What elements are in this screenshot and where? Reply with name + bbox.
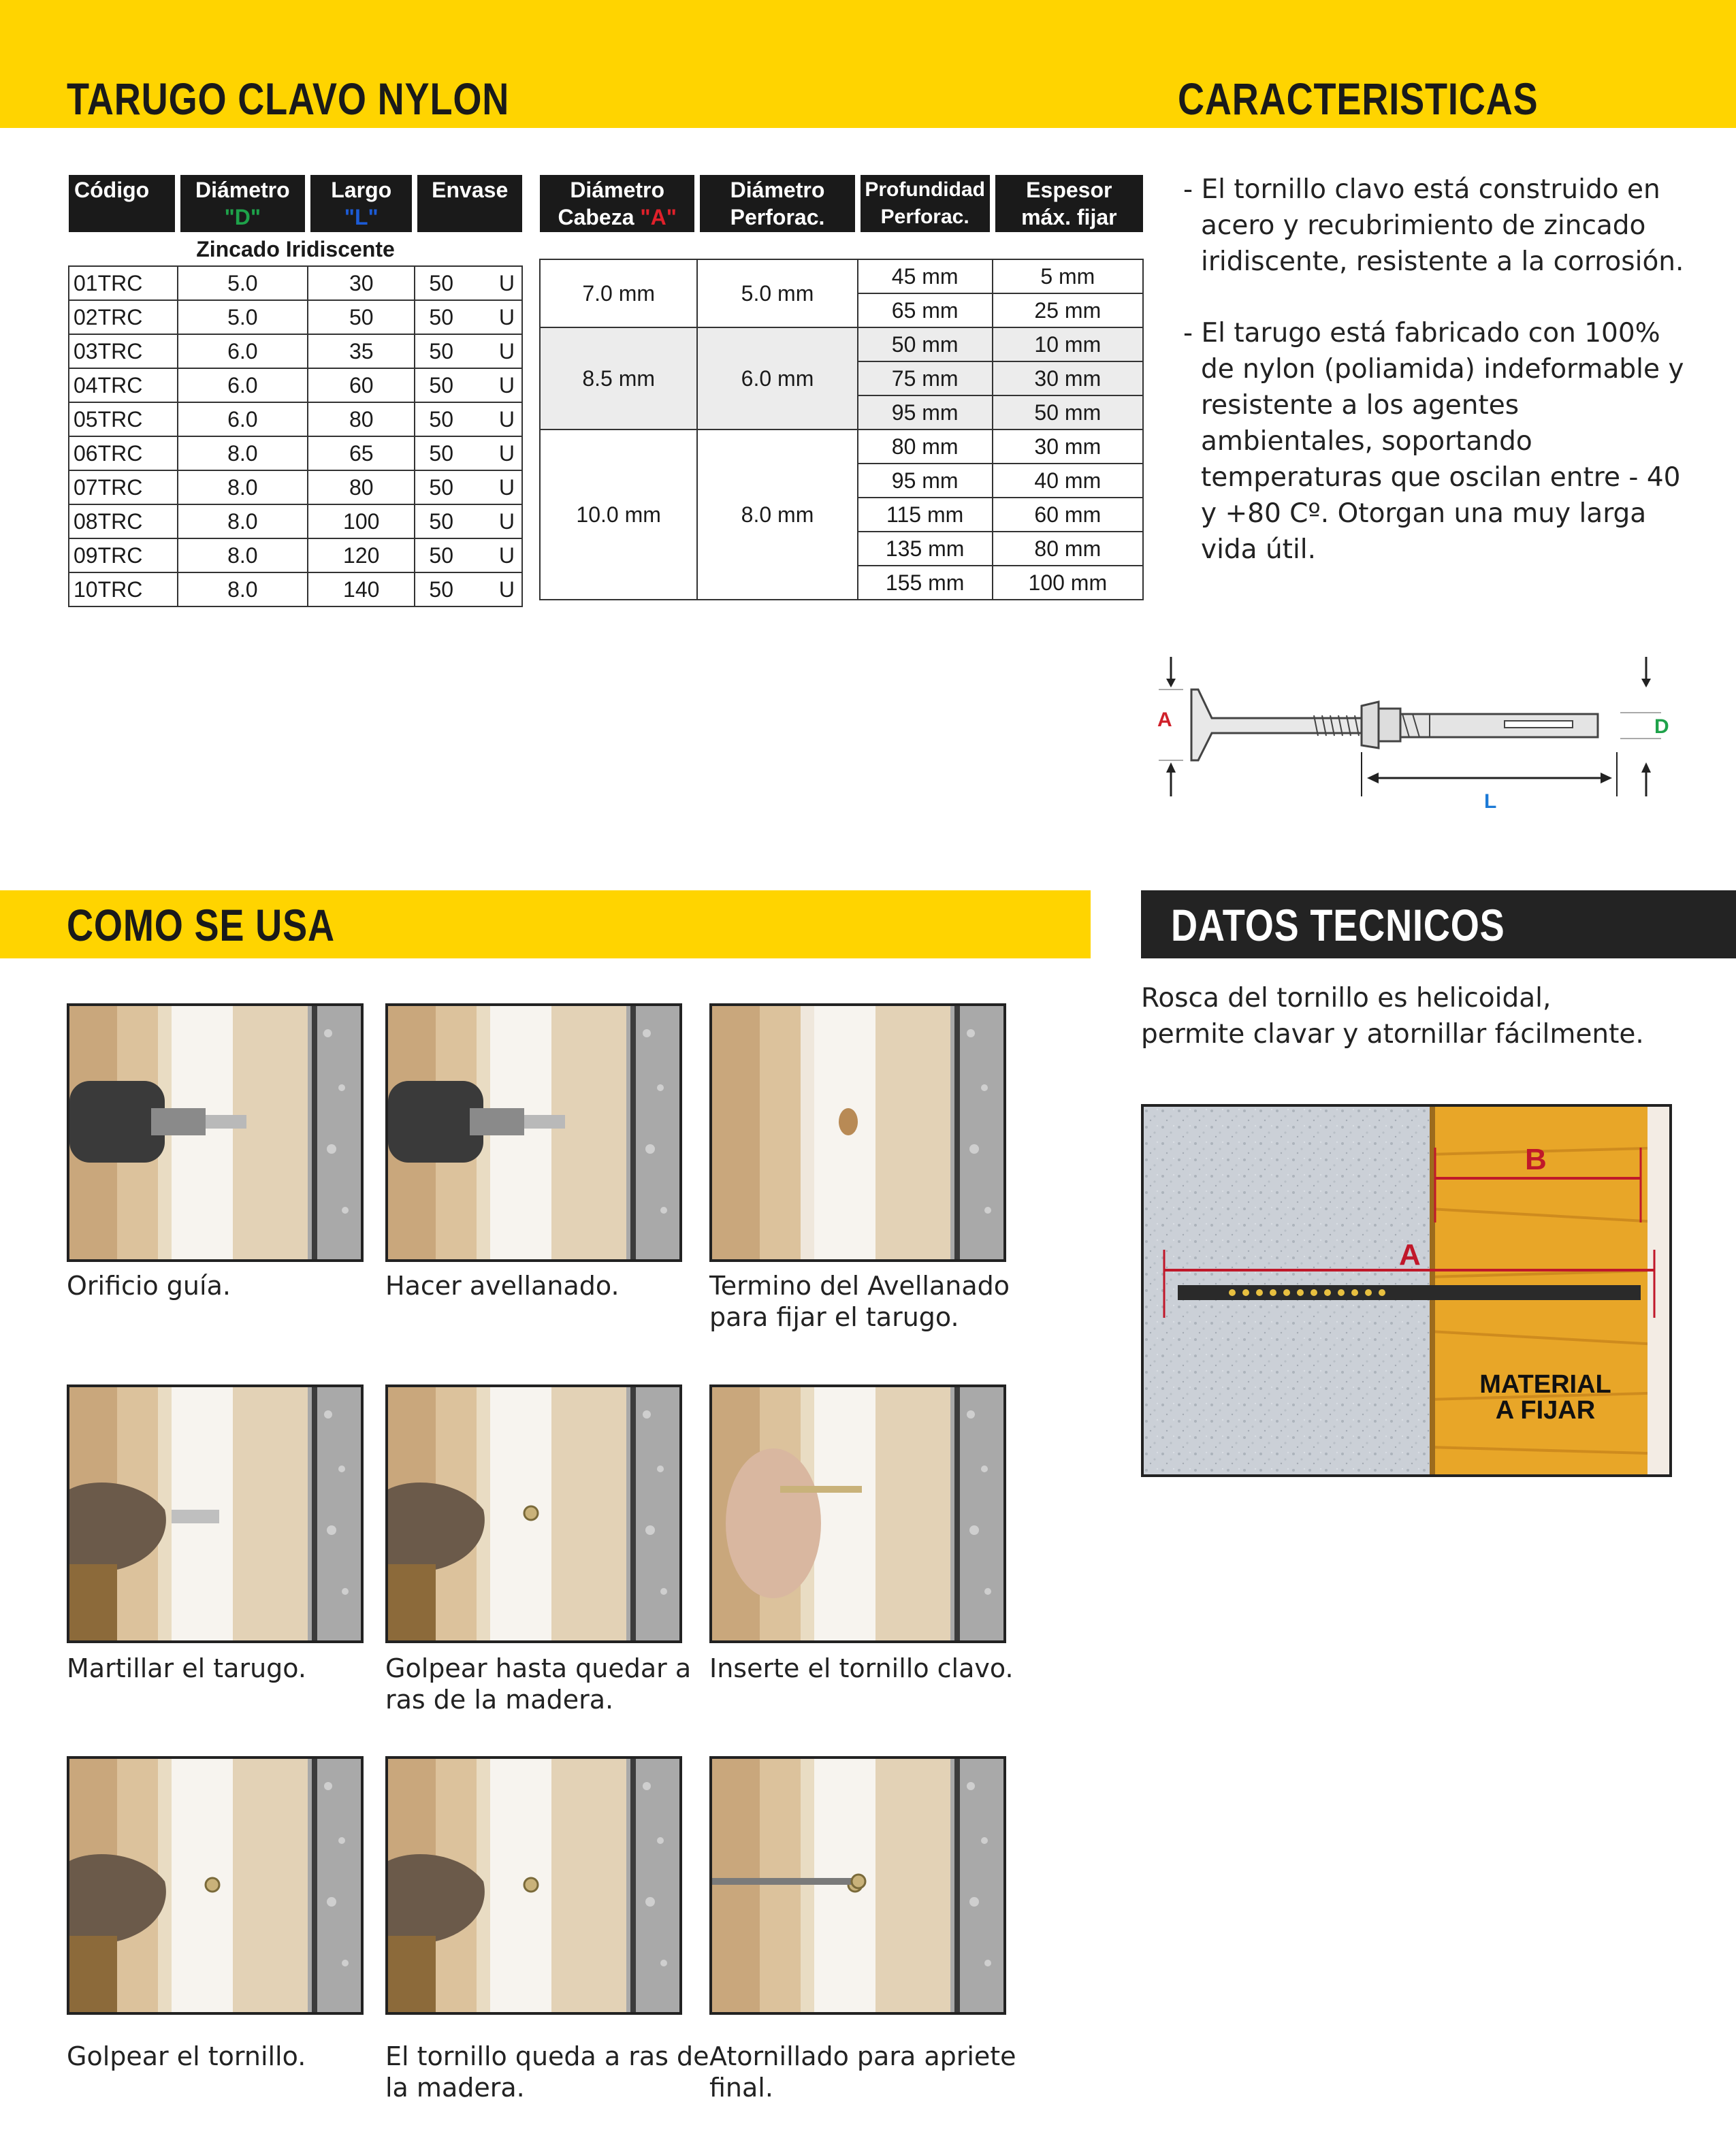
- como-se-usa-title: COMO SE USA: [67, 900, 335, 950]
- table-row: [69, 470, 522, 504]
- header-espesor: Espesor máx. fijar: [993, 175, 1143, 232]
- cell-espesor: 50 mm: [993, 395, 1143, 430]
- header-diametro: Diámetro "D": [178, 175, 308, 232]
- caracteristicas-list: [1183, 172, 1687, 603]
- step-caption: Martillar el tarugo.: [67, 1653, 306, 1683]
- cell-code: 02TRC: [69, 300, 178, 334]
- cell-espesor: 30 mm: [993, 430, 1143, 464]
- header-profundidad: Profundidad Perforac.: [858, 175, 993, 232]
- table-row: [69, 266, 522, 300]
- caracteristica-item: - El tornillo clavo está construido en acero y recubrimiento de zincado iridiscente, resistente a la corrosión.: [1183, 174, 1684, 277]
- cell-diametro: 5.0: [178, 300, 308, 334]
- cell-code: 10TRC: [69, 572, 178, 606]
- diagram-label-a: A: [1157, 709, 1172, 731]
- cell-profundidad: 80 mm: [858, 430, 993, 464]
- cell-espesor: 60 mm: [993, 498, 1143, 532]
- caracteristicas-title: CARACTERISTICAS: [1178, 74, 1539, 124]
- step-caption: Golpear hasta quedar a ras de la madera.: [385, 1653, 692, 1715]
- cell-diametro: 5.0: [178, 266, 308, 300]
- step-photo: [67, 1003, 364, 1262]
- cell-envase-qty: 50: [415, 436, 468, 470]
- cell-envase-unit: U: [468, 334, 522, 368]
- cell-largo: 65: [308, 436, 415, 470]
- diagram-label-l: L: [1484, 790, 1497, 813]
- cell-largo: 100: [308, 504, 415, 538]
- header-diametro-perforac: Diámetro Perforac.: [697, 175, 857, 232]
- cell-envase-unit: U: [468, 368, 522, 402]
- cell-envase-qty: 50: [415, 300, 468, 334]
- header-diametro-cabeza: Diámetro Cabeza "A": [540, 175, 697, 232]
- table-row: [69, 300, 522, 334]
- step-caption: Hacer avellanado.: [385, 1271, 620, 1301]
- cell-envase-unit: U: [468, 470, 522, 504]
- cell-envase-unit: U: [468, 402, 522, 436]
- step-photo: [385, 1756, 682, 2015]
- cell-envase-unit: U: [468, 504, 522, 538]
- cell-largo: 140: [308, 572, 415, 606]
- cell-envase-unit: U: [468, 538, 522, 572]
- table-row: [540, 259, 1143, 293]
- cell-code: 09TRC: [69, 538, 178, 572]
- cell-code: 06TRC: [69, 436, 178, 470]
- table-row: [69, 402, 522, 436]
- cell-diametro-cabeza: 10.0 mm: [540, 430, 697, 600]
- header-codigo: Código: [69, 175, 178, 232]
- table-row: [69, 572, 522, 606]
- cell-code: 05TRC: [69, 402, 178, 436]
- cell-envase-qty: 50: [415, 572, 468, 606]
- step-caption: El tornillo queda a ras de la madera.: [385, 2041, 709, 2103]
- cell-profundidad: 65 mm: [858, 293, 993, 327]
- cell-largo: 120: [308, 538, 415, 572]
- step-caption: Atornillado para apriete final.: [709, 2041, 1016, 2103]
- table-row: [69, 538, 522, 572]
- cell-profundidad: 50 mm: [858, 327, 993, 361]
- cell-diametro-perforac: 5.0 mm: [697, 259, 857, 327]
- step-photo: [67, 1384, 364, 1643]
- cell-code: 01TRC: [69, 266, 178, 300]
- cell-diametro-cabeza: 8.5 mm: [540, 327, 697, 430]
- cell-envase-qty: 50: [415, 470, 468, 504]
- cell-profundidad: 95 mm: [858, 464, 993, 498]
- cell-espesor: 30 mm: [993, 361, 1143, 395]
- step-photo: [385, 1003, 682, 1262]
- cell-espesor: 25 mm: [993, 293, 1143, 327]
- cell-code: 08TRC: [69, 504, 178, 538]
- step-caption: Orificio guía.: [67, 1271, 231, 1301]
- dimensions-table: [539, 175, 1144, 600]
- cell-diametro: 8.0: [178, 504, 308, 538]
- cell-profundidad: 135 mm: [858, 532, 993, 566]
- cell-diametro-perforac: 6.0 mm: [697, 327, 857, 430]
- step-photo: [709, 1756, 1006, 2015]
- cell-profundidad: 95 mm: [858, 395, 993, 430]
- cell-largo: 30: [308, 266, 415, 300]
- cell-largo: 80: [308, 402, 415, 436]
- table-header-row: [540, 175, 1143, 232]
- dowel-diagram: [1144, 650, 1688, 813]
- cell-envase-qty: 50: [415, 402, 468, 436]
- cell-profundidad: 115 mm: [858, 498, 993, 532]
- cell-envase-qty: 50: [415, 504, 468, 538]
- image-label-b: B: [1525, 1143, 1547, 1176]
- cell-diametro: 8.0: [178, 470, 308, 504]
- cell-diametro-cabeza: 7.0 mm: [540, 259, 697, 327]
- cell-envase-unit: U: [468, 436, 522, 470]
- cell-diametro: 6.0: [178, 334, 308, 368]
- step-photo: [385, 1384, 682, 1643]
- cell-largo: 80: [308, 470, 415, 504]
- cell-envase-qty: 50: [415, 538, 468, 572]
- product-code-table: [68, 175, 523, 607]
- image-label-a: A: [1399, 1238, 1421, 1272]
- table-row: [540, 430, 1143, 464]
- subheading-zincado: Zincado Iridiscente: [196, 236, 395, 261]
- cell-envase-unit: U: [468, 266, 522, 300]
- cell-largo: 50: [308, 300, 415, 334]
- cell-diametro: 8.0: [178, 538, 308, 572]
- cell-diametro: 8.0: [178, 436, 308, 470]
- cell-envase-qty: 50: [415, 368, 468, 402]
- cell-espesor: 40 mm: [993, 464, 1143, 498]
- cell-envase-unit: U: [468, 300, 522, 334]
- cell-largo: 60: [308, 368, 415, 402]
- header-envase: Envase: [415, 175, 522, 232]
- cell-espesor: 80 mm: [993, 532, 1143, 566]
- cell-code: 03TRC: [69, 334, 178, 368]
- datos-tecnicos-text: Rosca del tornillo es helicoidal, permite clavar y atornillar fácilmente.: [1141, 983, 1644, 1050]
- table-header-row: [69, 175, 522, 232]
- step-photo: [709, 1003, 1006, 1262]
- step-photo: [709, 1384, 1006, 1643]
- cell-envase-qty: 50: [415, 334, 468, 368]
- cell-envase-unit: U: [468, 572, 522, 606]
- cell-profundidad: 155 mm: [858, 566, 993, 600]
- cell-diametro: 6.0: [178, 402, 308, 436]
- datos-tecnicos-title: DATOS TECNICOS: [1171, 900, 1505, 950]
- cell-espesor: 100 mm: [993, 566, 1143, 600]
- caracteristica-item: - El tarugo está fabricado con 100% de nylon (poliamida) indeformable y resistente a los agentes ambientales, soportando temperaturas que oscilan entre - 40 y +80 Cº. Otorgan una muy larga vida útil.: [1183, 318, 1684, 565]
- header-largo: Largo "L": [308, 175, 415, 232]
- cell-envase-qty: 50: [415, 266, 468, 300]
- technical-cross-section-image: [1141, 1104, 1672, 1477]
- cell-diametro: 6.0: [178, 368, 308, 402]
- step-caption: Golpear el tornillo.: [67, 2041, 306, 2071]
- cell-profundidad: 45 mm: [858, 259, 993, 293]
- table-row: [69, 504, 522, 538]
- image-label-material: MATERIAL: [1479, 1370, 1611, 1399]
- product-title: TARUGO CLAVO NYLON: [67, 74, 510, 124]
- cell-diametro: 8.0: [178, 572, 308, 606]
- cell-largo: 35: [308, 334, 415, 368]
- step-caption: Termino del Avellanado para fijar el tarugo.: [709, 1271, 1010, 1332]
- table-row: [69, 436, 522, 470]
- cell-diametro-perforac: 8.0 mm: [697, 430, 857, 600]
- cell-code: 07TRC: [69, 470, 178, 504]
- diagram-label-d: D: [1654, 715, 1669, 738]
- table-row: [69, 334, 522, 368]
- image-label-a-fijar: A FIJAR: [1495, 1396, 1596, 1425]
- cell-espesor: 10 mm: [993, 327, 1143, 361]
- table-row: [69, 368, 522, 402]
- step-caption: Inserte el tornillo clavo.: [709, 1653, 1014, 1683]
- cell-espesor: 5 mm: [993, 259, 1143, 293]
- table-row: [540, 327, 1143, 361]
- cell-code: 04TRC: [69, 368, 178, 402]
- step-photo: [67, 1756, 364, 2015]
- cell-profundidad: 75 mm: [858, 361, 993, 395]
